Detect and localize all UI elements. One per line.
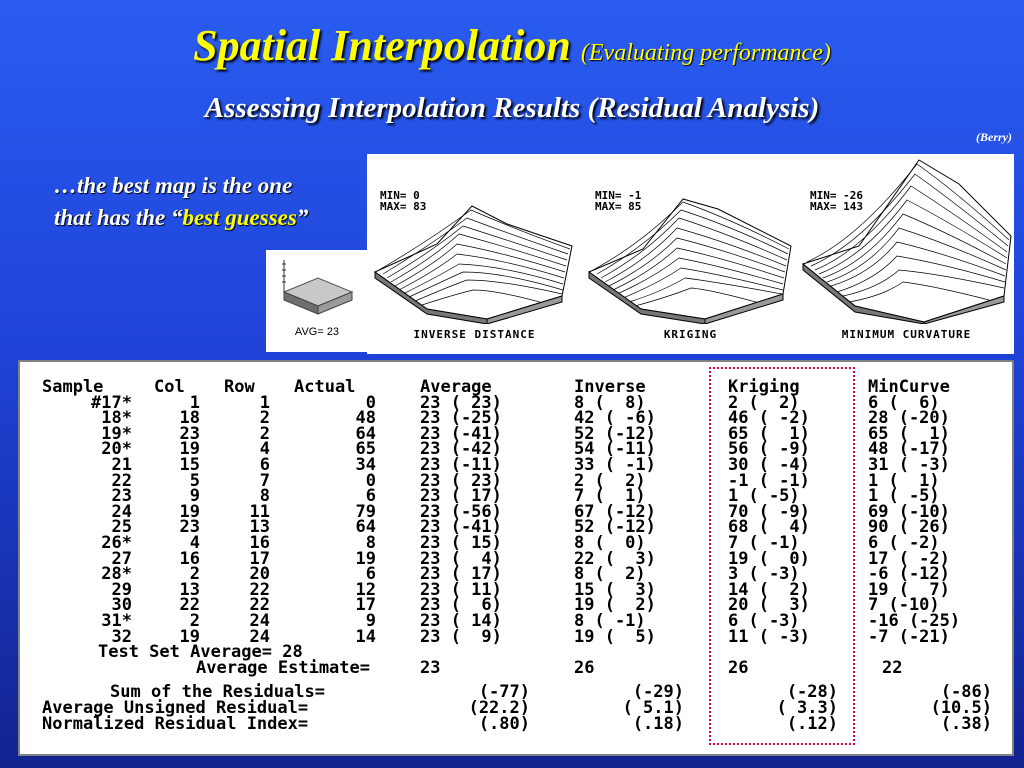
table-cell: 7 ( 1): [574, 486, 646, 507]
table-cell: 29: [111, 579, 132, 600]
table-cell: 7 (-10): [868, 595, 940, 616]
map-minimum-curvature: [799, 154, 1014, 354]
table-cell: 17: [355, 595, 376, 616]
summary-value: (-28): [786, 682, 838, 703]
table-cell: 19 ( 2): [574, 595, 656, 616]
table-cell: 68 ( 4): [728, 517, 810, 538]
credit-text: (Berry): [976, 130, 1012, 144]
table-cell: 23: [111, 486, 132, 507]
column-header: Inverse: [574, 377, 646, 397]
summary-row: [20, 713, 1012, 734]
table-cell: 23 (-56): [420, 501, 502, 522]
table-row: [20, 486, 1012, 507]
table-cell: -1 ( -1): [728, 470, 810, 491]
summary-value: (22.2): [468, 698, 530, 718]
table-cell: 31 ( -3): [868, 455, 950, 475]
table-cell: 15 ( 3): [574, 579, 656, 600]
table-cell: 2 ( 2): [574, 470, 646, 491]
table-cell: 28*: [101, 564, 132, 585]
table-cell: 23 (-41): [420, 517, 502, 538]
table-cell: 6 ( 6): [868, 392, 940, 413]
column-header: Actual: [294, 377, 356, 397]
table-cell: 13: [249, 517, 270, 538]
table-cell: 22 ( 3): [574, 548, 656, 569]
table-cell: 19: [179, 501, 200, 522]
table-cell: 52 (-12): [574, 517, 656, 538]
test-set-average: Test Set Average= 28: [98, 642, 303, 663]
table-cell: 23 ( 23): [420, 470, 502, 491]
average-estimate-value: 26: [574, 657, 595, 678]
table-cell: 19*: [101, 423, 132, 444]
quote-text: [54, 170, 334, 234]
table-cell: 33 ( -1): [574, 455, 656, 475]
map-caption: INVERSE DISTANCE: [413, 328, 536, 341]
map-max-text: MAX= 143: [810, 200, 863, 213]
table-cell: 24: [111, 501, 132, 522]
table-cell: 18: [179, 408, 200, 429]
table-row: [20, 408, 1012, 429]
table-cell: 6: [259, 455, 270, 475]
table-cell: 4: [189, 533, 200, 553]
column-header: Col: [154, 377, 185, 397]
table-cell: 48: [355, 408, 376, 429]
table-cell: 24: [249, 626, 270, 647]
table-cell: 23 ( 6): [420, 595, 502, 616]
average-estimate-value: 22: [882, 657, 903, 678]
summary-value: (.12): [786, 713, 838, 734]
map-min-text: MIN= -26: [810, 189, 863, 202]
summary-value: (-77): [478, 682, 530, 703]
map-max-text: MAX= 83: [380, 200, 427, 213]
table-cell: 34: [355, 455, 376, 475]
table-cell: 7 ( -1): [728, 533, 800, 553]
title-paren: (Evaluating performance): [580, 40, 831, 66]
average-estimate-value: 26: [728, 657, 749, 678]
column-header: Row: [224, 377, 255, 397]
summary-label: Average Unsigned Residual=: [42, 698, 309, 718]
table-header-row: [20, 379, 1012, 395]
residual-table: [18, 360, 1014, 756]
table-cell: 17 ( -2): [868, 548, 950, 569]
table-row: [20, 439, 1012, 460]
table-cell: 1 ( -5): [868, 486, 940, 507]
table-cell: 2: [189, 564, 200, 585]
table-row: [20, 517, 1012, 538]
table-cell: 31*: [101, 611, 132, 631]
table-cell: 2 ( 2): [728, 392, 800, 413]
table-cell: 12: [355, 579, 376, 600]
summary-value: (-86): [940, 682, 992, 703]
table-cell: 19 ( 7): [868, 579, 950, 600]
table-row: [20, 470, 1012, 491]
minimum-curvature-surface: [799, 154, 1014, 324]
average-surface-panel: [266, 250, 368, 352]
summary-value: (.80): [478, 713, 530, 734]
table-cell: 11 ( -3): [728, 626, 810, 647]
table-cell: 23 (-42): [420, 439, 502, 460]
summary-value: (.38): [940, 713, 992, 734]
table-cell: 6: [365, 564, 376, 585]
table-cell: 6: [365, 486, 376, 507]
table-cell: 23: [179, 517, 200, 538]
table-cell: 22: [179, 595, 200, 616]
table-cell: 1 ( 1): [868, 470, 940, 491]
table-cell: 8 ( 8): [574, 392, 646, 413]
table-cell: -6 (-12): [868, 564, 950, 585]
table-cell: 23 ( 4): [420, 548, 502, 569]
table-cell: 2: [259, 423, 270, 444]
table-cell: 16: [249, 533, 270, 553]
table-cell: 23 ( 23): [420, 392, 502, 413]
table-cell: 67 (-12): [574, 501, 656, 522]
table-cell: 23: [179, 423, 200, 444]
table-cell: 79: [355, 501, 376, 522]
average-estimate-value: 23: [420, 657, 441, 678]
title-main: Spatial Interpolation: [193, 21, 571, 70]
summary-value: ( 3.3): [776, 698, 838, 718]
summary-label: Sum of the Residuals=: [110, 682, 325, 703]
map-min-text: MIN= 0: [380, 189, 420, 202]
table-cell: 1: [259, 392, 270, 413]
quote-part2: ”: [296, 205, 309, 230]
table-cell: 54 (-11): [574, 439, 656, 460]
table-cell: 5: [189, 470, 200, 491]
table-cell: 18*: [101, 408, 132, 429]
table-cell: 64: [355, 423, 376, 444]
quote-part1: …the best map is the one that has the “: [54, 173, 293, 230]
average-estimate-row: [20, 657, 1012, 678]
table-cell: 46 ( -2): [728, 408, 810, 429]
table-row: [20, 392, 1012, 413]
table-cell: 14: [355, 626, 376, 647]
summary-label: Normalized Residual Index=: [42, 713, 309, 734]
table-cell: 48 (-17): [868, 439, 950, 460]
table-cell: 25: [111, 517, 132, 538]
table-cell: 23 ( 15): [420, 533, 502, 553]
inverse-distance-surface: [367, 154, 582, 324]
map-max-text: MAX= 85: [595, 200, 642, 213]
slide-title: [0, 20, 1024, 71]
table-cell: 22: [249, 579, 270, 600]
table-cell: 15: [179, 455, 200, 475]
table-cell: 23 ( 11): [420, 579, 502, 600]
table-cell: 23 ( 9): [420, 626, 502, 647]
table-cell: 8 ( 2): [574, 564, 646, 585]
table-cell: 70 ( -9): [728, 501, 810, 522]
table-cell: 19 ( 0): [728, 548, 810, 569]
summary-value: (10.5): [930, 698, 992, 718]
table-cell: 23 (-11): [420, 455, 502, 475]
table-cell: 19 ( 5): [574, 626, 656, 647]
table-cell: 69 (-10): [868, 501, 950, 522]
table-cell: 0: [365, 470, 376, 491]
table-cell: 19: [179, 626, 200, 647]
column-header: Kriging: [728, 377, 800, 397]
table-cell: 32: [111, 626, 132, 647]
table-row: [20, 423, 1012, 444]
table-cell: 19: [355, 548, 376, 569]
table-cell: 42 ( -6): [574, 408, 656, 429]
surface-maps-panel: [367, 154, 1014, 354]
table-cell: 90 ( 26): [868, 517, 950, 538]
table-cell: 65: [355, 439, 376, 460]
table-row: [20, 501, 1012, 522]
column-header: Average: [420, 377, 492, 397]
average-estimate-label: Average Estimate=: [196, 657, 370, 678]
table-cell: 2: [259, 408, 270, 429]
table-row: [20, 548, 1012, 569]
table-row: [20, 457, 1012, 473]
map-min-text: MIN= -1: [595, 189, 642, 202]
table-cell: 65 ( 1): [868, 423, 950, 444]
map-kriging: [583, 154, 798, 354]
table-cell: 11: [249, 501, 270, 522]
table-cell: 27: [111, 548, 132, 569]
table-cell: 24: [249, 611, 270, 631]
table-cell: 65 ( 1): [728, 423, 810, 444]
map-inverse-distance: [367, 154, 582, 354]
table-cell: 3 ( -3): [728, 564, 800, 585]
table-cell: 13: [179, 579, 200, 600]
table-cell: 26*: [101, 533, 132, 553]
table-cell: 30: [111, 595, 132, 616]
table-cell: 8: [365, 533, 376, 553]
column-header: Sample: [42, 377, 104, 397]
table-cell: 56 ( -9): [728, 439, 810, 460]
table-cell: 21: [111, 455, 132, 475]
table-cell: 8 ( -1): [574, 611, 646, 631]
table-cell: 2: [189, 611, 200, 631]
table-row: [20, 579, 1012, 600]
map-caption: MINIMUM CURVATURE: [841, 328, 972, 341]
summary-value: (.18): [632, 713, 684, 734]
table-cell: -7 (-21): [868, 626, 950, 647]
table-cell: 28 (-20): [868, 408, 950, 429]
kriging-surface: [583, 154, 798, 324]
table-cell: 23 (-41): [420, 423, 502, 444]
table-cell: 1 ( -5): [728, 486, 800, 507]
table-cell: 1: [189, 392, 200, 413]
table-row: [20, 564, 1012, 585]
table-row: [20, 595, 1012, 616]
table-cell: 17: [249, 548, 270, 569]
map-caption: KRIGING: [663, 328, 718, 341]
table-cell: 16: [179, 548, 200, 569]
table-cell: 23 (-25): [420, 408, 502, 429]
table-cell: 64: [355, 517, 376, 538]
table-cell: 9: [189, 486, 200, 507]
summary-value: ( 5.1): [622, 698, 684, 718]
slide-subtitle: Assessing Interpolation Results (Residual Analysis): [204, 92, 820, 124]
table-cell: 7: [259, 470, 270, 491]
table-cell: 14 ( 2): [728, 579, 810, 600]
table-cell: -16 (-25): [868, 611, 961, 631]
test-set-average-row: [20, 642, 1012, 663]
table-cell: 20 ( 3): [728, 595, 810, 616]
flat-surface-illustration: [266, 250, 368, 330]
table-cell: 8 ( 0): [574, 533, 646, 553]
table-cell: 6 ( -2): [868, 533, 940, 553]
table-cell: 19: [179, 439, 200, 460]
table-cell: 22: [249, 595, 270, 616]
table-cell: 0: [365, 392, 376, 413]
table-cell: 52 (-12): [574, 423, 656, 444]
quote-highlight: best guesses: [182, 205, 297, 230]
table-row: [20, 535, 1012, 551]
table-cell: 9: [365, 611, 376, 631]
column-header: MinCurve: [868, 377, 950, 397]
table-cell: 23 ( 14): [420, 611, 502, 631]
table-cell: 23 ( 17): [420, 564, 502, 585]
table-cell: 8: [259, 486, 270, 507]
table-cell: 30 ( -4): [728, 455, 810, 475]
table-cell: #17*: [91, 392, 132, 413]
table-cell: 4: [259, 439, 270, 460]
table-row: [20, 613, 1012, 629]
average-label: AVG= 23: [294, 326, 340, 338]
table-cell: 22: [111, 470, 132, 491]
table-cell: 20: [249, 564, 270, 585]
summary-value: (-29): [632, 682, 684, 703]
table-cell: 20*: [101, 439, 132, 460]
table-cell: 23 ( 17): [420, 486, 502, 507]
table-cell: 6 ( -3): [728, 611, 800, 631]
